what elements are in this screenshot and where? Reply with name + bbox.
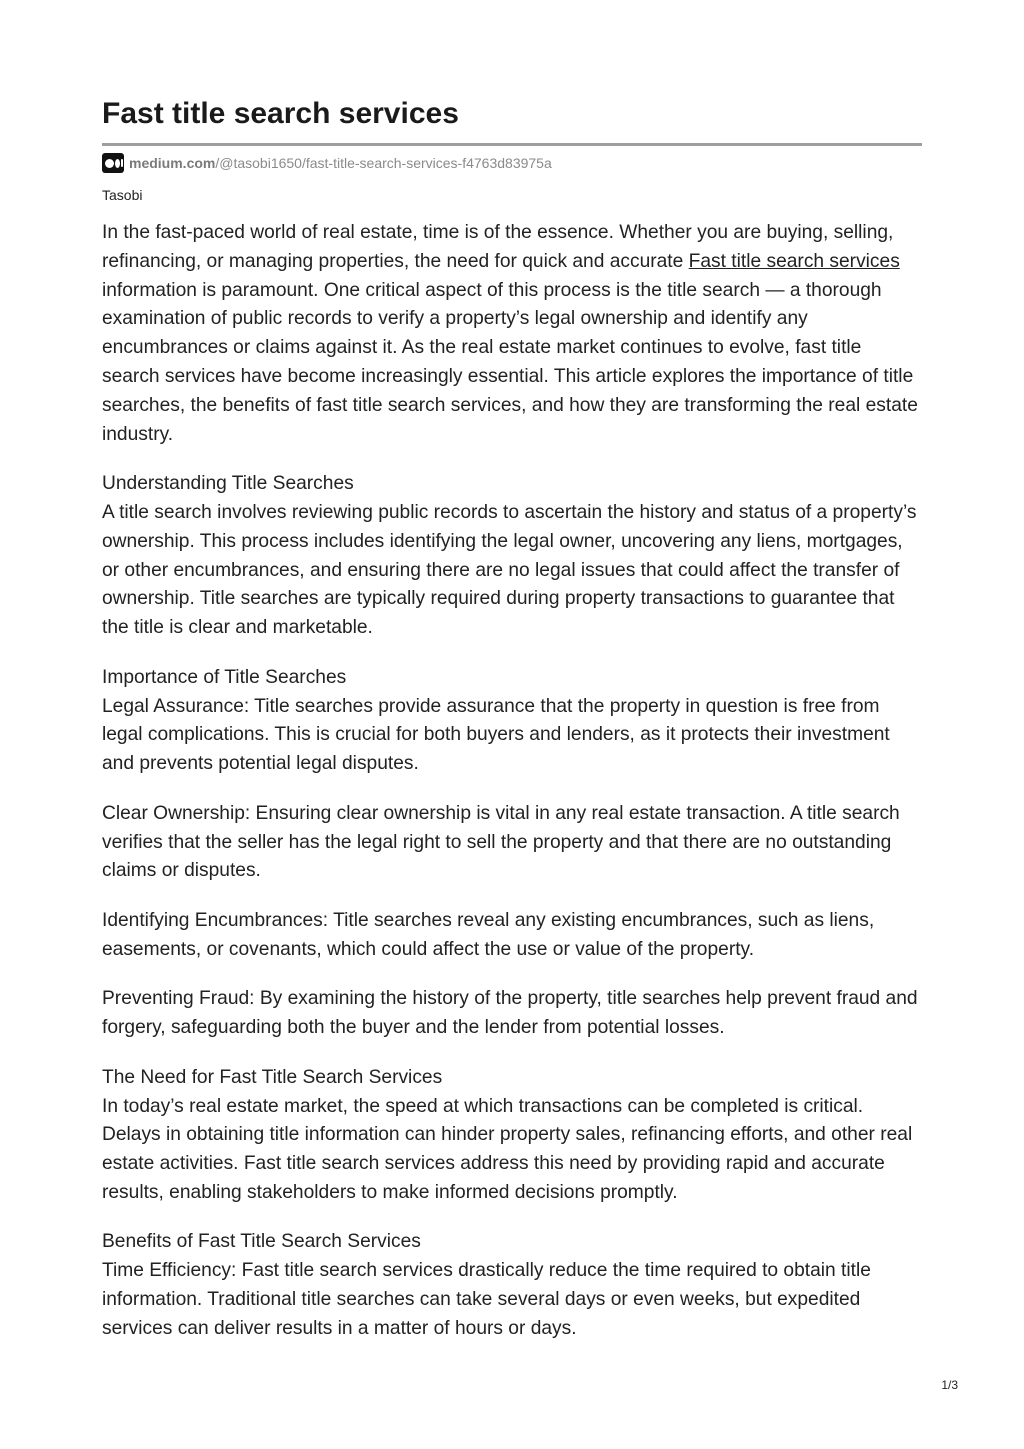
section-text: Time Efficiency: Fast title search services drastically reduce the time required to obtain title information. Traditional title searches can take several days or even weeks, but expedited services can deliver results in a matter of hours or days. [102, 1260, 871, 1339]
author-name: Tasobi [102, 187, 143, 203]
fast-title-search-link[interactable]: Fast title search services [688, 250, 900, 272]
section-heading: Importance of Title Searches [102, 666, 347, 688]
section-text: In today’s real estate market, the speed at which transactions can be completed is critical. Delays in obtaining title information can hinder property sales, refinancing efforts, and other real estate activities. Fast title search services address this need by providing rapid and accurate results, enabling stakeholders to make informed decisions promptly. [102, 1095, 913, 1203]
source-domain: medium.com [129, 155, 216, 171]
paragraph-clear-ownership: Clear Ownership: Ensuring clear ownership is vital in any real estate transaction. A title search verifies that the seller has the legal right to sell the property and that there are no outstanding claims or disputes. [102, 802, 900, 882]
intro-paragraph [102, 219, 922, 449]
medium-logo-icon [102, 153, 124, 173]
section-text: A title search involves reviewing public records to ascertain the history and status of a property’s ownership. This process includes identifying the legal owner, uncovering any liens, mortgages, or other encumbrances, and ensuring there are no legal issues that could affect the transfer of ownership. Title searches are typically required during property transactions to guarantee that the title is clear and marketable. [102, 501, 917, 639]
source-path: /@tasobi1650/fast-title-search-services-f4763d83975a [215, 155, 552, 171]
section-need [102, 1064, 922, 1208]
page-number: 1/3 [941, 1378, 958, 1392]
article [102, 94, 922, 1364]
source-line [102, 153, 922, 173]
section-importance [102, 664, 922, 779]
section-benefits [102, 1228, 922, 1343]
source-url[interactable] [129, 153, 552, 173]
page-title: Fast title search services [102, 94, 922, 146]
section-heading: Benefits of Fast Title Search Services [102, 1231, 421, 1253]
paragraph-encumbrances: Identifying Encumbrances: Title searches reveal any existing encumbrances, such as liens, easements, or covenants, which could affect the use or value of the property. [102, 909, 875, 960]
article-body [102, 219, 922, 1344]
intro-text-after-link: information is paramount. One critical aspect of this process is the title search — a thorough examination of public records to verify a property’s legal ownership and identify any encumbrances or claims against it. As the real estate market continues to evolve, fast title search services have become increasingly essential. This article explores the importance of title searches, the benefits of fast title search services, and how they are transforming the real estate industry. [102, 279, 918, 445]
section-heading: Understanding Title Searches [102, 473, 354, 495]
intro-text-before-link: In the fast-paced world of real estate, time is of the essence. Whether you are buying, selling, refinancing, or managing properties, the need for quick and accurate [102, 222, 894, 272]
section-heading: The Need for Fast Title Search Services [102, 1066, 443, 1088]
paragraph-fraud: Preventing Fraud: By examining the history of the property, title searches help prevent fraud and forgery, safeguarding both the buyer and the lender from potential losses. [102, 988, 918, 1039]
section-understanding [102, 470, 922, 643]
section-text: Legal Assurance: Title searches provide assurance that the property in question is free from legal complications. This is crucial for both buyers and lenders, as it protects their investment and prevents potential legal disputes. [102, 695, 890, 775]
